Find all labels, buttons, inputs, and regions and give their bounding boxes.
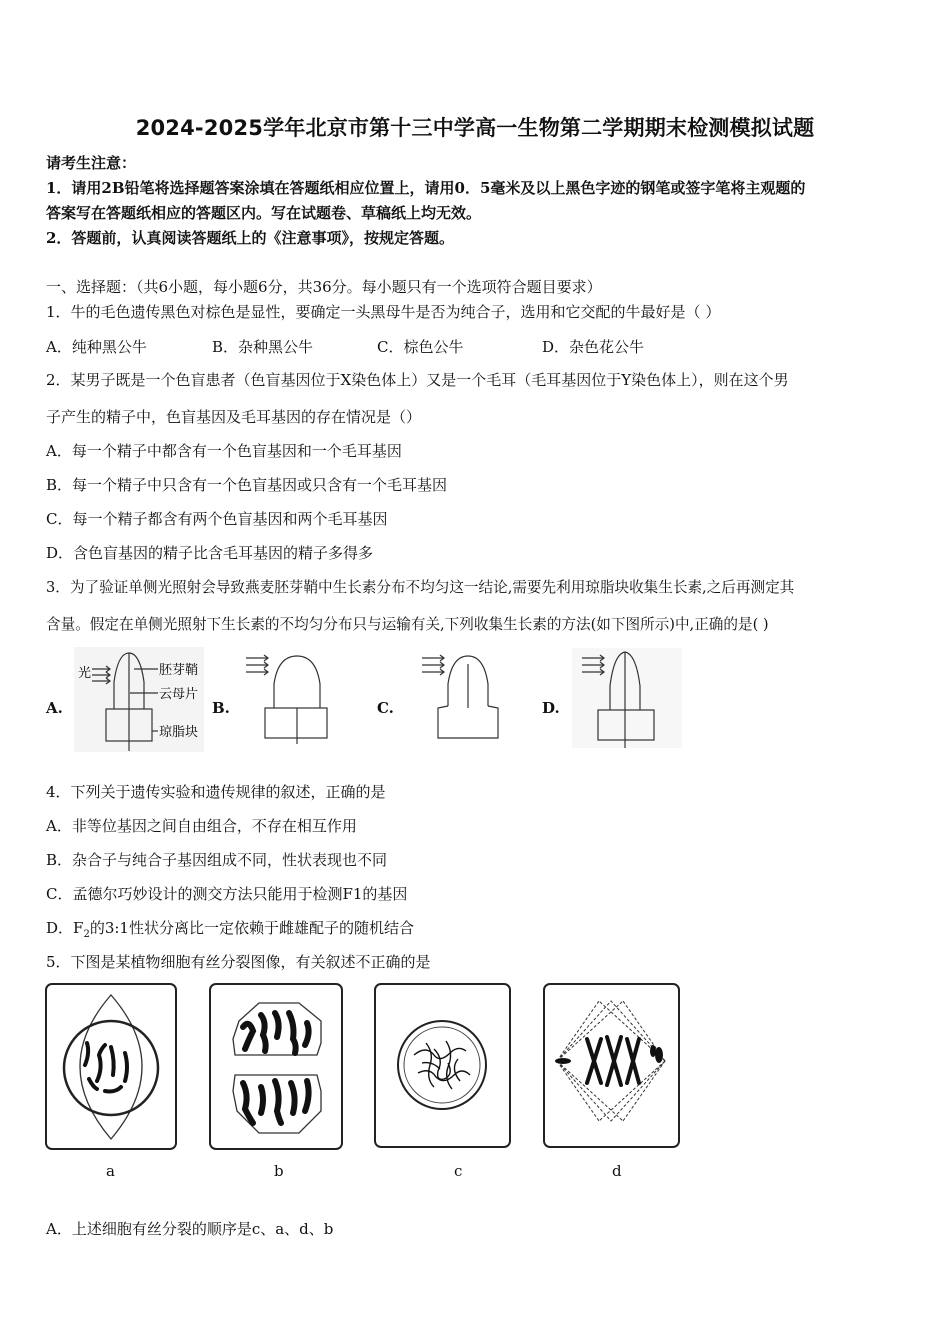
notice-heading: 请考生注意： (46, 154, 137, 172)
q3-option-a-label: A. (46, 699, 63, 717)
agar-label: 琼脂块 (159, 725, 199, 740)
q1-option-b: B．杂种黑公牛 (212, 338, 314, 356)
mica-label: 云母片 (159, 687, 199, 702)
q4-option-a: A．非等位基因之间自由组合，不存在相互作用 (46, 817, 357, 835)
coleoptile-label: 胚芽鞘 (159, 663, 199, 678)
q2-option-c: C．每一个精子都含有两个色盲基因和两个毛耳基因 (46, 510, 388, 528)
q3-figure-b (240, 650, 335, 745)
cell-label-c: c (454, 1162, 463, 1180)
q2-stem-2: 子产生的精子中，色盲基因及毛耳基因的存在情况是（） (46, 408, 422, 426)
cell-figure-a (45, 983, 177, 1150)
q3-stem-1: 3．为了验证单侧光照射会导致燕麦胚芽鞘中生长素分布不均匀这一结论,需要先利用琼脂块收集生长素,之后再测定其 (46, 579, 795, 596)
q1-option-a: A．纯种黑公牛 (46, 338, 147, 356)
q3-option-c-label: C. (377, 699, 394, 717)
q2-option-d: D．含色盲基因的精子比含毛耳基因的精子多得多 (46, 544, 374, 562)
notice-line-1b: 答案写在答题纸相应的答题区内。写在试题卷、草稿纸上均无效。 (46, 204, 482, 222)
light-label: 光 (78, 666, 92, 681)
q3-figure-c (418, 650, 513, 745)
q5-option-a: A．上述细胞有丝分裂的顺序是c、a、d、b (46, 1220, 334, 1238)
q1-option-c: C．棕色公牛 (377, 338, 464, 356)
q3-stem-2: 含量。假定在单侧光照射下生长素的不均匀分布只与运输有关,下列收集生长素的方法(如下图所示)中,正确的是( ) (46, 616, 769, 633)
q1-stem: 1．牛的毛色遗传黑色对棕色是显性，要确定一头黑母牛是否为纯合子，选用和它交配的牛最好是（ ） (46, 303, 721, 321)
q4-option-b: B．杂合子与纯合子基因组成不同，性状表现也不同 (46, 851, 388, 869)
q2-option-a: A．每一个精子中都含有一个色盲基因和一个毛耳基因 (46, 442, 402, 460)
cell-figure-c (374, 983, 511, 1148)
q4-option-c: C．孟德尔巧妙设计的测交方法只能用于检测F1的基因 (46, 885, 408, 903)
page-title: 2024-2025学年北京市第十三中学高一生物第二学期期末检测模拟试题 (135, 116, 815, 140)
q3-option-b-label: B. (212, 699, 230, 717)
q4-stem: 4．下列关于遗传实验和遗传规律的叙述，正确的是 (46, 783, 386, 801)
q3-figure-a (74, 647, 204, 752)
q3-figure-d (572, 648, 682, 748)
cell-label-a: a (106, 1162, 115, 1180)
q5-stem: 5．下图是某植物细胞有丝分裂图像，有关叙述不正确的是 (46, 953, 431, 971)
cell-label-d: d (612, 1162, 622, 1180)
cell-label-b: b (274, 1162, 284, 1180)
q2-option-b: B．每一个精子中只含有一个色盲基因或只含有一个毛耳基因 (46, 476, 448, 494)
q3-option-d-label: D. (542, 699, 560, 717)
q1-option-d: D．杂色花公牛 (542, 338, 645, 356)
section-heading: 一、选择题：（共6小题，每小题6分，共36分。每小题只有一个选项符合题目要求） (46, 278, 602, 296)
notice-line-1: 1．请用2B铅笔将选择题答案涂填在答题纸相应位置上，请用0．5毫米及以上黑色字迹的钢笔或签字笔将主观题的 (46, 179, 806, 197)
q4-option-d: D．$F_2$的3:1性状分离比一定依赖于雌雄配子的随机结合 (46, 919, 414, 940)
q2-stem-1: 2．某男子既是一个色盲患者（色盲基因位于X染色体上）又是一个毛耳（毛耳基因位于Y染色体上），则在这个男 (46, 371, 789, 389)
cell-figure-d (543, 983, 680, 1148)
notice-line-2: 2．答题前，认真阅读答题纸上的《注意事项》，按规定答题。 (46, 229, 454, 247)
cell-figure-b (209, 983, 343, 1150)
